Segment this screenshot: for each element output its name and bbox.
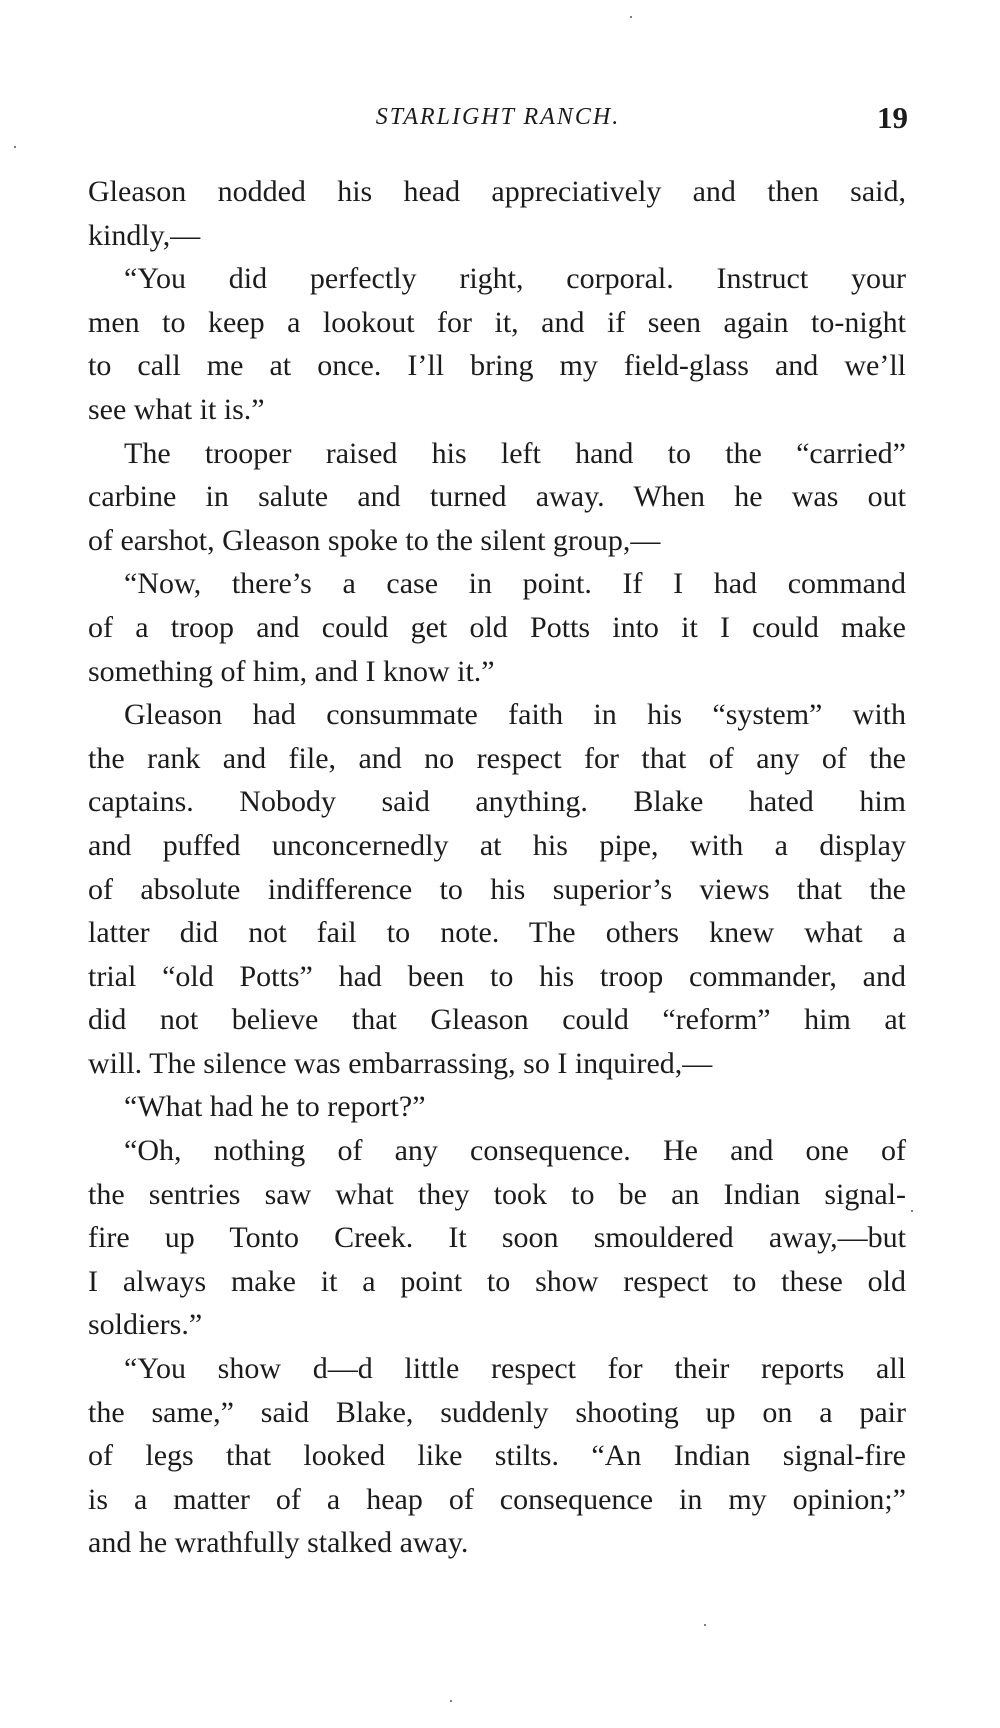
paper-speck <box>911 1210 913 1212</box>
text-line: of a troop and could get old Potts into it I could make <box>88 610 906 644</box>
paper-speck <box>630 16 632 18</box>
text-line: latter did not fail to note. The others knew what a <box>88 916 906 950</box>
text-line: Gleason had consummate faith in his “system” with <box>124 698 906 732</box>
text-line: did not believe that Gleason could “reform” him at <box>88 1003 906 1037</box>
paragraph <box>88 1085 906 1129</box>
body-text <box>88 170 906 1565</box>
paper-speck <box>450 1700 452 1702</box>
paper-speck <box>14 146 16 148</box>
text-line: and he wrathfully stalked away. <box>88 1526 469 1560</box>
text-line: of earshot, Gleason spoke to the silent group,— <box>88 523 661 557</box>
running-title: STARLIGHT RANCH. <box>375 104 621 130</box>
text-line: men to keep a lookout for it, and if seen again to-night <box>88 305 906 339</box>
text-line: “What had he to report?” <box>124 1090 426 1124</box>
text-line: the sentries saw what they took to be an Indian signal- <box>88 1177 906 1211</box>
text-line: The trooper raised his left hand to the “carried” <box>124 436 906 470</box>
text-line: see what it is.” <box>88 392 265 426</box>
paragraph <box>88 170 906 257</box>
text-line: of legs that looked like stilts. “An Indian signal-fire <box>88 1439 906 1473</box>
paragraph <box>88 1129 906 1347</box>
text-line: “You show d—d little respect for their reports all <box>124 1352 906 1386</box>
page-number: 19 <box>877 100 908 135</box>
text-line: the same,” said Blake, suddenly shooting up on a pair <box>88 1395 906 1429</box>
text-line: will. The silence was embarrassing, so I inquired,— <box>88 1046 713 1080</box>
paragraph <box>88 257 906 431</box>
text-line: something of him, and I know it.” <box>88 654 495 688</box>
text-line: soldiers.” <box>88 1308 203 1342</box>
paragraph <box>88 693 906 1085</box>
paper-speck <box>704 1624 706 1626</box>
text-line: kindly,— <box>88 218 201 252</box>
text-line: “Now, there’s a case in point. If I had command <box>124 567 906 601</box>
text-line: and puffed unconcernedly at his pipe, with a display <box>88 828 906 862</box>
text-line: “You did perfectly right, corporal. Instruct your <box>124 262 906 296</box>
paragraph <box>88 1347 906 1565</box>
text-line: of absolute indifference to his superior’s views that the <box>88 872 906 906</box>
text-line: I always make it a point to show respect to these old <box>88 1264 906 1298</box>
text-line: captains. Nobody said anything. Blake hated him <box>88 785 906 819</box>
text-line: the rank and file, and no respect for that of any of the <box>88 741 906 775</box>
paragraph <box>88 562 906 693</box>
text-line: to call me at once. I’ll bring my field-glass and we’ll <box>88 349 906 383</box>
text-line: “Oh, nothing of any consequence. He and one of <box>124 1134 906 1168</box>
text-line: Gleason nodded his head appreciatively and then said, <box>88 175 906 208</box>
paragraph <box>88 432 906 563</box>
text-line: trial “old Potts” had been to his troop commander, and <box>88 959 906 993</box>
text-line: fire up Tonto Creek. It soon smouldered away,—but <box>88 1221 906 1255</box>
running-header <box>88 100 908 144</box>
text-line: carbine in salute and turned away. When he was out <box>88 480 906 514</box>
text-line: is a matter of a heap of consequence in my opinion;” <box>88 1482 906 1516</box>
